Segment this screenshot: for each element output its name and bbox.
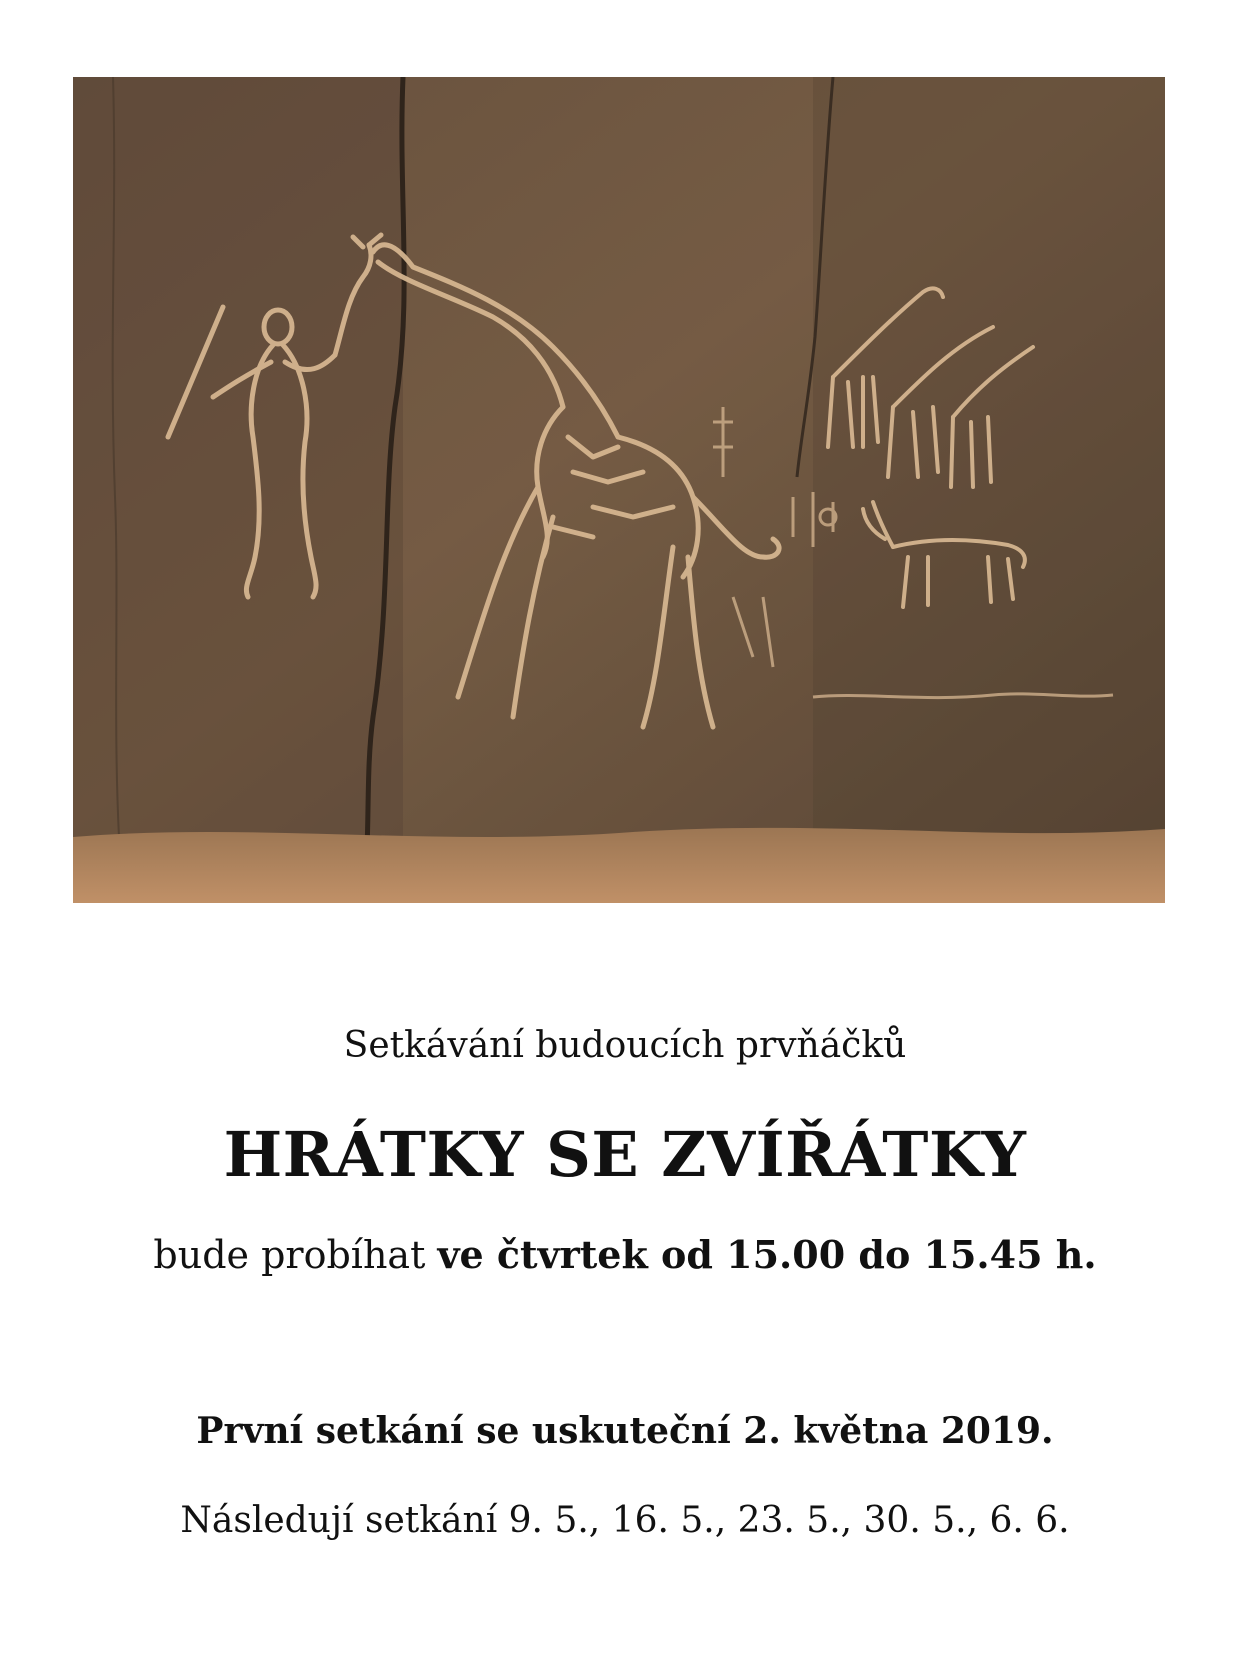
poster-subtitle: Setkávání budoucích prvňáčků: [343, 1025, 907, 1066]
rock-art-illustration: [73, 77, 1165, 903]
first-meeting-line: První setkání se uskuteční 2. května 2019.: [196, 1410, 1054, 1452]
rock-art-photo: [73, 77, 1165, 903]
schedule-time: ve čtvrtek od 15.00 do 15.45 h.: [437, 1232, 1097, 1277]
schedule-line: [0, 1232, 1250, 1277]
next-meetings-line: Následují setkání 9. 5., 16. 5., 23. 5., 30. 5., 6. 6.: [180, 1500, 1070, 1541]
poster-title: HRÁTKY SE ZVÍŘÁTKY: [223, 1118, 1027, 1191]
schedule-prefix: bude probíhat: [153, 1233, 438, 1277]
